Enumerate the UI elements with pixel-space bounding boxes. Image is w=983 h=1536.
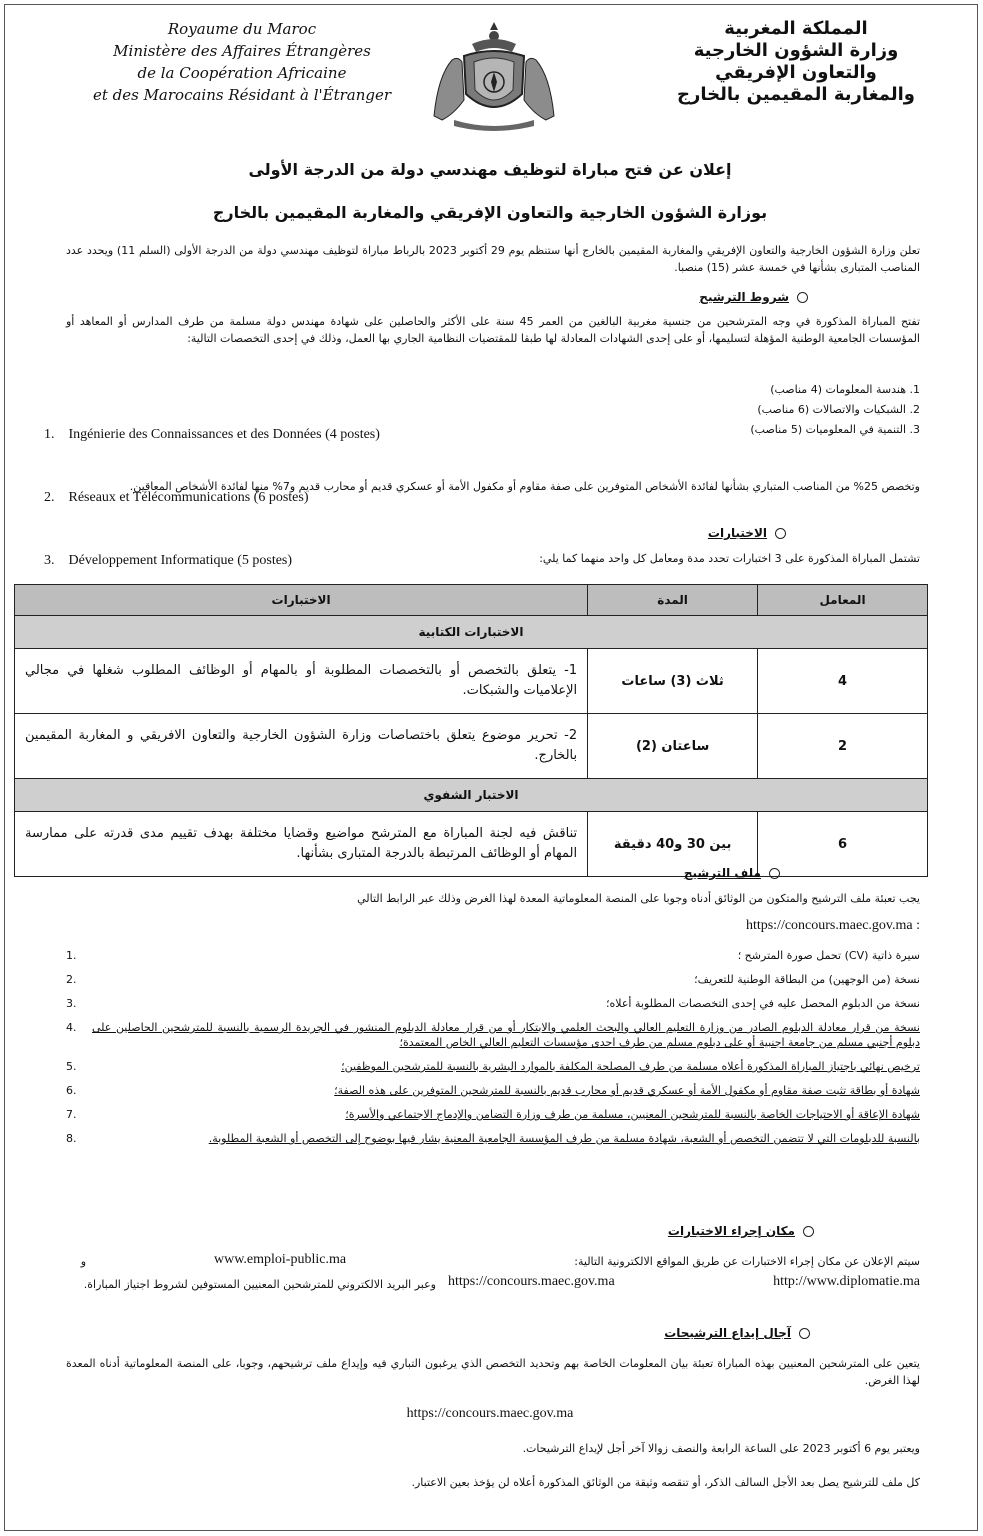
- list-item: [66, 1107, 920, 1122]
- documents-list: [66, 948, 920, 1155]
- deadline-warning: كل ملف للترشيح يصل بعد الأجل السالف الذكر، أو تنقصه وثيقة من الوثائق المذكورة أعلاه لن يؤخذ بعين الاعتبار.: [411, 1476, 920, 1489]
- list-item-number: 2.: [66, 973, 77, 986]
- list-item-text: شهادة أو بطاقة تثبت صفة مقاوم أو مكفول الأمة أو عسكري قديم أو محارب قديم بالنسبة للمترشحين المتوفرين على هذه الصفة؛: [334, 1084, 920, 1097]
- exams-heading: [600, 526, 786, 540]
- oral-band-row: [15, 779, 928, 812]
- conditions-heading-text: شروط الترشيح: [699, 290, 789, 304]
- list-item-text: نسخة (من الوجهين) من البطاقة الوطنية للتعريف؛: [694, 973, 920, 986]
- written-exams-label: الاختبارات الكتابية: [15, 616, 928, 649]
- bullet-icon: [803, 1226, 814, 1237]
- oral-exam-label: الاختبار الشفوي: [15, 779, 928, 812]
- exams-intro: تشتمل المباراة المذكورة على 3 اختبارات تحدد مدة ومعامل كل واحد منهما كما يلي:: [539, 552, 920, 565]
- list-item-text: سيرة ذاتية (CV) تحمل صورة المترشح ؛: [737, 949, 920, 962]
- specialty-item: 3. التنمية في المعلوميات (5 مناصب): [750, 423, 920, 436]
- deadline-paragraph: يتعين على المترشحين المعنيين بهذه المباراة تعبئة بيان المعلومات الخاصة بهم وتحديد التخصص الذي يرغبون التباري فيه وإيداع ملف ترشيحهم، وجوبا، على المنصة المعلوماتية أدناه المعدة لهذا الغرض.: [66, 1357, 920, 1387]
- file-intro: يجب تعبئة ملف الترشيح والمتكون من الوثائق أدناه وجوبا على المنصة المعلوماتية المعدة لهذا الغرض وذلك عبر الرابط التالي: [357, 892, 920, 905]
- exam-coefficient: 2: [758, 714, 928, 779]
- file-platform-link[interactable]: https://concours.maec.gov.ma :: [745, 918, 920, 933]
- bullet-icon: [769, 868, 780, 879]
- list-item: [66, 1059, 920, 1074]
- list-item-number: 5.: [66, 1060, 77, 1073]
- deadline-platform-link[interactable]: https://concours.maec.gov.ma: [406, 1406, 574, 1421]
- header-coefficient: المعامل: [758, 585, 928, 616]
- list-item-text: نسخة من الدبلوم المحصل عليه في إحدى التخصصات المطلوبة أعلاه؛: [606, 997, 920, 1010]
- header-duration: المدة: [588, 585, 758, 616]
- specialty-item-fr: 1. Ingénierie des Connaissances et des Données (4 postes): [44, 427, 380, 442]
- venue-heading: [600, 1224, 814, 1238]
- exam-coefficient: 4: [758, 649, 928, 714]
- venue-text-2: وعبر البريد الالكتروني للمترشحين المعنيين المستوفين لشروط اجتياز المباراة.: [83, 1278, 436, 1291]
- emploi-public-link[interactable]: www.emploi-public.ma: [214, 1252, 347, 1267]
- venue-text: سيتم الإعلان عن مكان إجراء الاختبارات عن طريق المواقع الالكترونية التالية:: [574, 1255, 920, 1268]
- list-item: [66, 1131, 920, 1146]
- quota-paragraph: وتخصص 25% من المناصب المتباري بشأنها لفائدة الأشخاص المتوفرين على صفة مقاوم أو مكفول الأمة أو عسكري قديم أو محارب قديم و7% منها لفائدة الأشخاص المعاقين.: [129, 480, 920, 493]
- table-row: [15, 649, 928, 714]
- header-fr-line: de la Coopération Africaine: [137, 64, 347, 82]
- deadline-date-paragraph: ويعتبر يوم 6 أكتوبر 2023 على الساعة الرابعة والنصف زوالا آخر أجل لإيداع الترشيحات.: [522, 1442, 920, 1455]
- header-test: الاختبارات: [15, 585, 588, 616]
- exam-duration: بين 30 و40 دقيقة: [588, 812, 758, 877]
- list-item: [66, 1020, 920, 1050]
- intro-paragraph: تعلن وزارة الشؤون الخارجية والتعاون الإفريقي والمغاربة المقيمين بالخارج أنها ستنظم يوم 29 أكتوبر 2023 بالرباط مباراة لتوظيف مهندسي دولة من الدرجة الأولى (السلم 11) ويحدد عدد المناصب المتبارى بشأنها في خمسة عشر (15) منصبا.: [66, 244, 921, 274]
- exams-heading-text: الاختبارات: [707, 526, 767, 540]
- list-item-number: 6.: [66, 1084, 77, 1097]
- bullet-icon: [775, 528, 786, 539]
- bullet-icon: [799, 1328, 810, 1339]
- exam-description: تناقش فيه لجنة المباراة مع المترشح مواضيع وقضايا مختلفة بهدف تقييم مدى قدرته على ممارسة المهام أو الوظائف المرتبطة بالدرجة المتبارى بشأنها.: [15, 812, 588, 877]
- exam-description: 1- يتعلق بالتخصص أو بالتخصصات المطلوبة أو بالمهام أو الوظائف المطلوب شغلها في مجالي الإعلاميات والشبكات.: [15, 649, 588, 714]
- header-arabic: [640, 18, 952, 106]
- venue-and: و: [80, 1255, 86, 1268]
- header-fr-line: Ministère des Affaires Étrangères: [113, 42, 371, 60]
- exam-duration: ساعتان (2): [588, 714, 758, 779]
- table-row: [15, 714, 928, 779]
- specialty-item-fr: 2. Réseaux et Télécommunications (6 postes): [44, 490, 309, 505]
- exam-coefficient: 6: [758, 812, 928, 877]
- list-item-text: شهادة الإعاقة أو الاحتياجات الخاصة بالنسبة للمترشحين المعنيين، مسلمة من طرف وزارة التضامن والإدماج الاجتماعي والأسرة؛: [345, 1108, 920, 1121]
- header-ar-line: المملكة المغربية: [724, 18, 868, 39]
- written-band-row: [15, 616, 928, 649]
- deadline-heading-text: آجال إيداع الترشيحات: [664, 1326, 791, 1340]
- deadline-heading: [600, 1326, 810, 1340]
- specialty-item-fr: 3. Développement Informatique (5 postes): [44, 553, 293, 568]
- venue-heading-text: مكان إجراء الاختبارات: [667, 1224, 795, 1238]
- announcement-subtitle: بوزارة الشؤون الخارجية والتعاون الإفريقي والمغاربة المقيمين بالخارج: [212, 203, 768, 222]
- exam-duration: ثلاث (3) ساعات: [588, 649, 758, 714]
- specialties-arabic: [600, 380, 920, 440]
- list-item-number: 4.: [66, 1021, 77, 1034]
- list-item-number: 7.: [66, 1108, 77, 1121]
- list-item: [66, 948, 920, 963]
- list-item: [66, 996, 920, 1011]
- coat-of-arms-icon: [424, 16, 564, 134]
- header-ar-line: وزارة الشؤون الخارجية: [693, 40, 899, 61]
- list-item-number: 1.: [66, 949, 77, 962]
- header-ar-line: والمغاربة المقيمين بالخارج: [677, 84, 915, 105]
- header-fr-line: Royaume du Maroc: [167, 20, 317, 38]
- list-item-text: نسخة من قرار معادلة الدبلوم الصادر من وزارة التعليم العالي والبحث العلمي والابتكار أو من قرار معادلة الدبلوم المنشور في الجريدة الرسمية بالنسبة للمترشحين الحاصلين على دبلوم أجنبي مسلم من جامعة اجنبية أو على دبلوم مسلم من طرف احدى مؤسسات التعليم العالي الخاص المعتمدة؛: [92, 1021, 920, 1049]
- announcement-title: إعلان عن فتح مباراة لتوظيف مهندسي دولة من الدرجة الأولى: [248, 160, 732, 179]
- list-item: [66, 972, 920, 987]
- exams-table: [14, 584, 928, 877]
- concours-link[interactable]: https://concours.maec.gov.ma: [448, 1274, 615, 1289]
- list-item-text: بالنسبة للدبلومات التي لا تتضمن التخصص أو الشعبة، شهادة مسلمة من طرف المؤسسة الجامعية المعنية يشار فيها بوضوح إلى التخصص أو الشعبة المطلوبة.: [208, 1132, 920, 1145]
- file-heading-text: ملف الترشيح: [683, 866, 761, 880]
- header-fr-line: et des Marocains Résidant à l'Étranger: [92, 86, 392, 104]
- bullet-icon: [797, 292, 808, 303]
- specialty-item: 1. هندسة المعلومات (4 مناصب): [770, 383, 920, 396]
- diplomatie-link[interactable]: http://www.diplomatie.ma: [773, 1274, 920, 1289]
- list-item-number: 8.: [66, 1132, 77, 1145]
- conditions-heading: [600, 290, 808, 304]
- table-header-row: [15, 585, 928, 616]
- exam-description: 2- تحرير موضوع يتعلق باختصاصات وزارة الشؤون الخارجية والتعاون الافريقي و المغاربة المقيمين بالخارج.: [15, 714, 588, 779]
- header-french: [66, 18, 418, 106]
- header-ar-line: والتعاون الإفريقي: [715, 62, 877, 83]
- conditions-paragraph: تفتح المباراة المذكورة في وجه المترشحين من جنسية مغربية البالغين من العمر 45 سنة على الأكثر والحاصلين على شهادة مهندس دولة مسلمة من طرف المدارس أو المعاهد أو المؤسسات الجامعية الوطنية المؤهلة لتسليمها، أو على إحدى الشهادات المعادلة لها طبقا للمقتضيات النظامية الجاري بها العمل، وذلك في إحدى التخصصات التالية:: [66, 315, 921, 345]
- table-row: [15, 812, 928, 877]
- file-heading: [600, 866, 780, 880]
- specialty-item: 2. الشبكيات والاتصالات (6 مناصب): [757, 403, 920, 416]
- list-item: [66, 1083, 920, 1098]
- list-item-number: 3.: [66, 997, 77, 1010]
- list-item-text: ترخيص نهائي باجتياز المباراة المذكورة أعلاه مسلمة من طرف المصلحة المكلفة بالموارد البشرية بالنسبة للمترشحين الموظفين؛: [341, 1060, 920, 1073]
